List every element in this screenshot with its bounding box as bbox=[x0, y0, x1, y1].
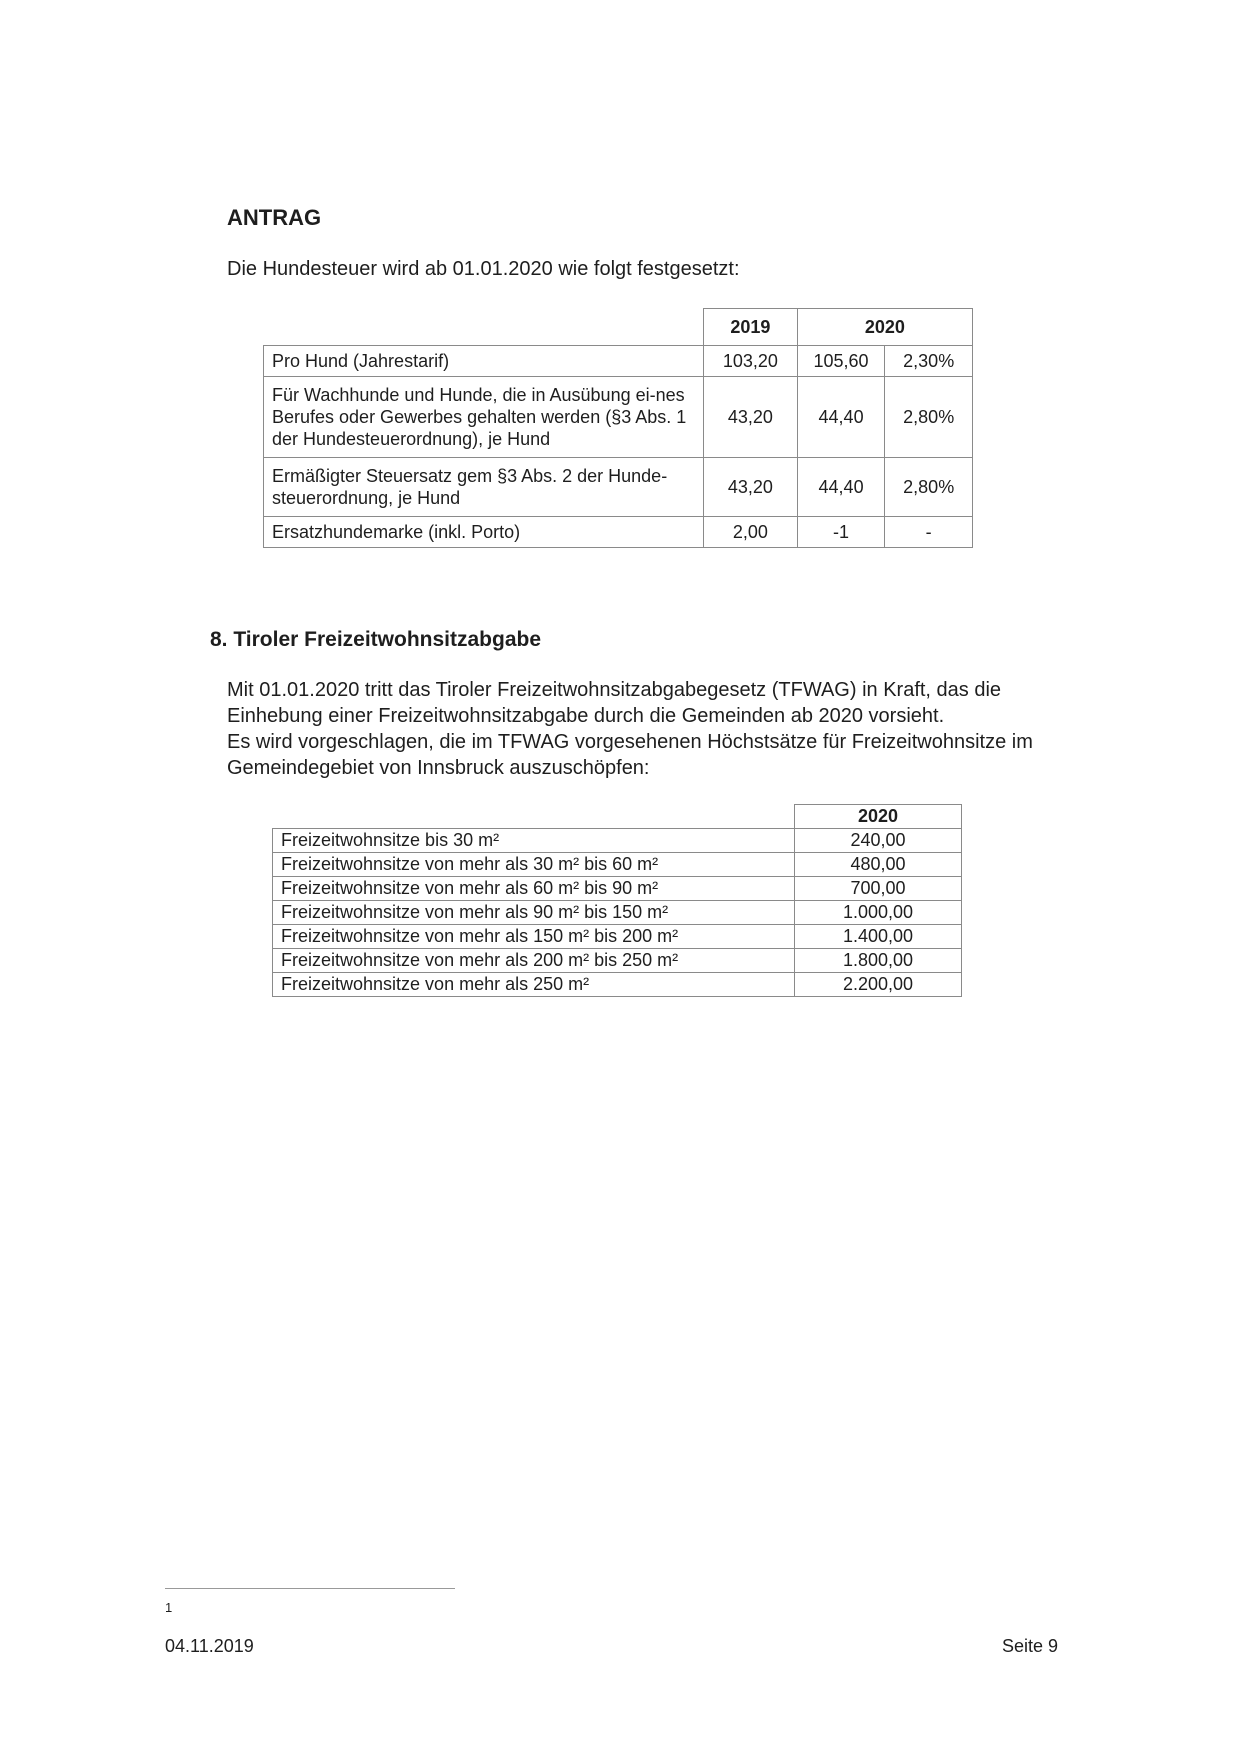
section-8-paragraph-1: Mit 01.01.2020 tritt das Tiroler Freizeitwohnsitzabgabegesetz (TFWAG) in Kraft, das die Einhebung einer Freizeitwohnsitzabgabe durch die Gemeinden ab 2020 vorsieht. bbox=[227, 679, 1002, 727]
footnote-divider bbox=[165, 1588, 455, 1589]
row-value: 1.800,00 bbox=[795, 949, 962, 973]
section-8-text bbox=[227, 677, 1087, 781]
row-value: 480,00 bbox=[795, 853, 962, 877]
table-row bbox=[273, 853, 962, 877]
header-2019: 2019 bbox=[704, 309, 798, 346]
row-label: Freizeitwohnsitze von mehr als 60 m² bis 90 m² bbox=[273, 877, 795, 901]
row-value: 700,00 bbox=[795, 877, 962, 901]
row-label: Freizeitwohnsitze von mehr als 90 m² bis 150 m² bbox=[273, 901, 795, 925]
header-2020: 2020 bbox=[797, 309, 972, 346]
value-2019: 2,00 bbox=[704, 517, 798, 548]
value-change: - bbox=[885, 517, 973, 548]
fw-header-row bbox=[273, 805, 962, 829]
row-label: Freizeitwohnsitze von mehr als 200 m² bis 250 m² bbox=[273, 949, 795, 973]
value-2020: 105,60 bbox=[797, 346, 885, 377]
value-change: 2,30% bbox=[885, 346, 973, 377]
row-value: 2.200,00 bbox=[795, 973, 962, 997]
value-change: 2,80% bbox=[885, 377, 973, 458]
dog-tax-table bbox=[263, 308, 973, 548]
table-row bbox=[273, 925, 962, 949]
header-2020: 2020 bbox=[795, 805, 962, 829]
blank-header-cell bbox=[264, 309, 704, 346]
value-change: 2,80% bbox=[885, 458, 973, 517]
table-row bbox=[264, 346, 973, 377]
table-row bbox=[273, 829, 962, 853]
table-row bbox=[273, 901, 962, 925]
dog-tax-header-row bbox=[264, 309, 973, 346]
section-8-heading: 8. Tiroler Freizeitwohnsitzabgabe bbox=[210, 628, 542, 651]
table-row bbox=[273, 949, 962, 973]
page-number: Seite 9 bbox=[1002, 1636, 1059, 1656]
row-value: 1.000,00 bbox=[795, 901, 962, 925]
value-2019: 103,20 bbox=[704, 346, 798, 377]
row-value: 240,00 bbox=[795, 829, 962, 853]
antrag-intro: Die Hundesteuer wird ab 01.01.2020 wie folgt festgesetzt: bbox=[227, 258, 740, 280]
section-8-paragraph-2: Es wird vorgeschlagen, die im TFWAG vorgesehenen Höchstsätze für Freizeitwohnsitze im Gemeindegebiet von Innsbruck auszuschöpfen: bbox=[227, 731, 1033, 779]
blank-header-cell bbox=[273, 805, 795, 829]
table-row bbox=[264, 377, 973, 458]
table-row bbox=[273, 973, 962, 997]
value-2020: 44,40 bbox=[797, 377, 885, 458]
footer-date: 04.11.2019 bbox=[165, 1636, 254, 1656]
row-label: Ermäßigter Steuersatz gem §3 Abs. 2 der Hunde-steuerordnung, je Hund bbox=[264, 458, 704, 517]
value-2020: -1 bbox=[797, 517, 885, 548]
antrag-heading: ANTRAG bbox=[227, 205, 322, 230]
row-label: Freizeitwohnsitze bis 30 m² bbox=[273, 829, 795, 853]
value-2019: 43,20 bbox=[704, 377, 798, 458]
row-label: Freizeitwohnsitze von mehr als 250 m² bbox=[273, 973, 795, 997]
row-label: Für Wachhunde und Hunde, die in Ausübung ei-nes Berufes oder Gewerbes gehalten werden (§3 Abs. 1 der Hundesteuerordnung), je Hund bbox=[264, 377, 704, 458]
value-2019: 43,20 bbox=[704, 458, 798, 517]
value-2020: 44,40 bbox=[797, 458, 885, 517]
row-label: Freizeitwohnsitze von mehr als 30 m² bis 60 m² bbox=[273, 853, 795, 877]
freizeitwohnsitz-table bbox=[272, 804, 962, 997]
table-row bbox=[264, 517, 973, 548]
row-label: Pro Hund (Jahrestarif) bbox=[264, 346, 704, 377]
table-row bbox=[264, 458, 973, 517]
table-row bbox=[273, 877, 962, 901]
row-value: 1.400,00 bbox=[795, 925, 962, 949]
row-label: Ersatzhundemarke (inkl. Porto) bbox=[264, 517, 704, 548]
footnote-marker: 1 bbox=[165, 1600, 173, 1615]
row-label: Freizeitwohnsitze von mehr als 150 m² bis 200 m² bbox=[273, 925, 795, 949]
